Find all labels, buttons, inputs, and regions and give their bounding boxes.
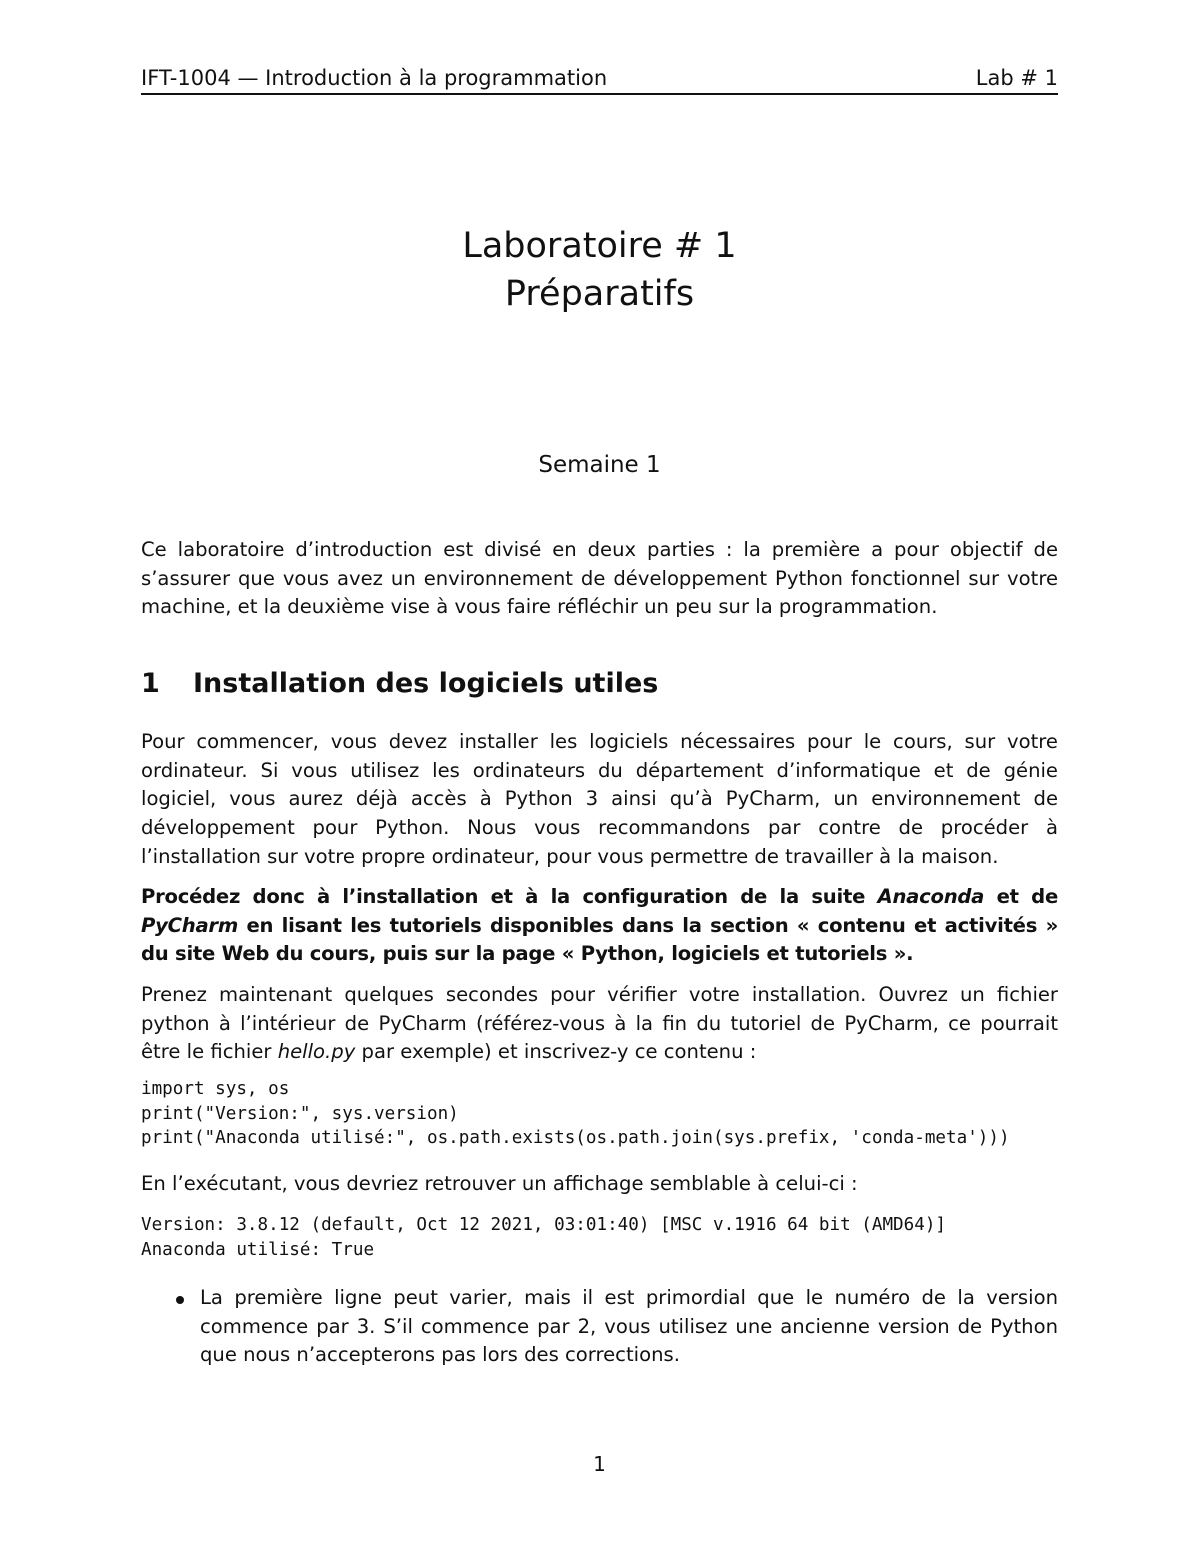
- list-item: [141, 1284, 1058, 1370]
- header-course: IFT-1004 — Introduction à la programmation: [141, 66, 608, 90]
- install-paragraph: Pour commencer, vous devez installer les logiciels nécessaires pour le cours, sur votre ordinateur. Si vous utilisez les ordinateurs du département d’informatique et de génie logiciel, vous aurez déjà accès à Python 3 ainsi qu’à PyCharm, un environnement de développement pour Python. Nous vous recommandons par contre de procéder à l’installation sur votre propre ordinateur, pour vous permettre de travailler à la maison.: [141, 730, 1058, 868]
- output-line: Version: 3.8.12 (default, Oct 12 2021, 03:01:40) [MSC v.1916 64 bit (AMD64)]: [141, 1215, 947, 1235]
- intro-paragraph: Ce laboratoire d’introduction est divisé en deux parties : la première a pour objectif de s’assurer que vous avez un environnement de développement Python fonctionnel sur votre machine, et la deuxième vise à vous faire réfléchir un peu sur la programmation.: [141, 538, 1058, 619]
- section-heading: [141, 662, 1058, 706]
- code-block-output: [141, 1213, 1058, 1262]
- code-block-script: [141, 1077, 1058, 1151]
- header-lab: Lab # 1: [975, 66, 1058, 90]
- page-number: 1: [593, 1452, 606, 1476]
- output-intro-paragraph: En l’exécutant, vous devriez retrouver un affichage semblable à celui-ci :: [141, 1172, 858, 1195]
- bullet-list: [141, 1284, 1058, 1370]
- instructions-text-1: Procédez donc à l’installation et à la configuration de la suite: [141, 885, 878, 908]
- title-line-1: Laboratoire # 1: [462, 226, 737, 266]
- verify-text-2: par exemple) et inscrivez-y ce contenu :: [355, 1040, 757, 1064]
- instructions-text-2: et de: [984, 885, 1058, 908]
- verify-paragraph: [141, 981, 1058, 1067]
- pycharm-name: PyCharm: [141, 913, 239, 937]
- bullet-icon: [176, 1296, 184, 1304]
- code-line: import sys, os: [141, 1079, 290, 1099]
- instructions-paragraph: [141, 883, 1058, 969]
- running-header: [141, 66, 1058, 95]
- week-label: Semaine 1: [538, 452, 661, 478]
- anaconda-name: Anaconda: [877, 885, 985, 908]
- output-line: Anaconda utilisé: True: [141, 1239, 375, 1260]
- verify-text-1: Prenez maintenant quelques secondes pour vérifier votre installation. Ouvrez un fichier python à l’intérieur de PyCharm (référez-vous à la fin du tutoriel de PyCharm, ce pourrait être le fichier: [141, 983, 1058, 1064]
- filename: hello.py: [277, 1040, 356, 1064]
- code-line: print("Version:", sys.version): [141, 1103, 459, 1124]
- section-number: 1: [141, 668, 160, 699]
- document-title: [141, 222, 1058, 318]
- list-item-text: La première ligne peut varier, mais il est primordial que le numéro de la version commence par 3. S’il commence par 2, vous utilisez une ancienne version de Python que nous n’accepterons pas lors des corrections.: [200, 1286, 1058, 1367]
- instructions-text-3: en lisant les tutoriels disponibles dans la section « contenu et activités » du site Web du cours, puis sur la page « Python, logiciels et tutoriels ».: [141, 913, 1058, 966]
- code-line: print("Anaconda utilisé:", os.path.exists(os.path.join(sys.prefix, 'conda-meta'))): [141, 1128, 1010, 1149]
- title-line-2: Préparatifs: [504, 274, 695, 314]
- section-title: Installation des logiciels utiles: [193, 668, 659, 699]
